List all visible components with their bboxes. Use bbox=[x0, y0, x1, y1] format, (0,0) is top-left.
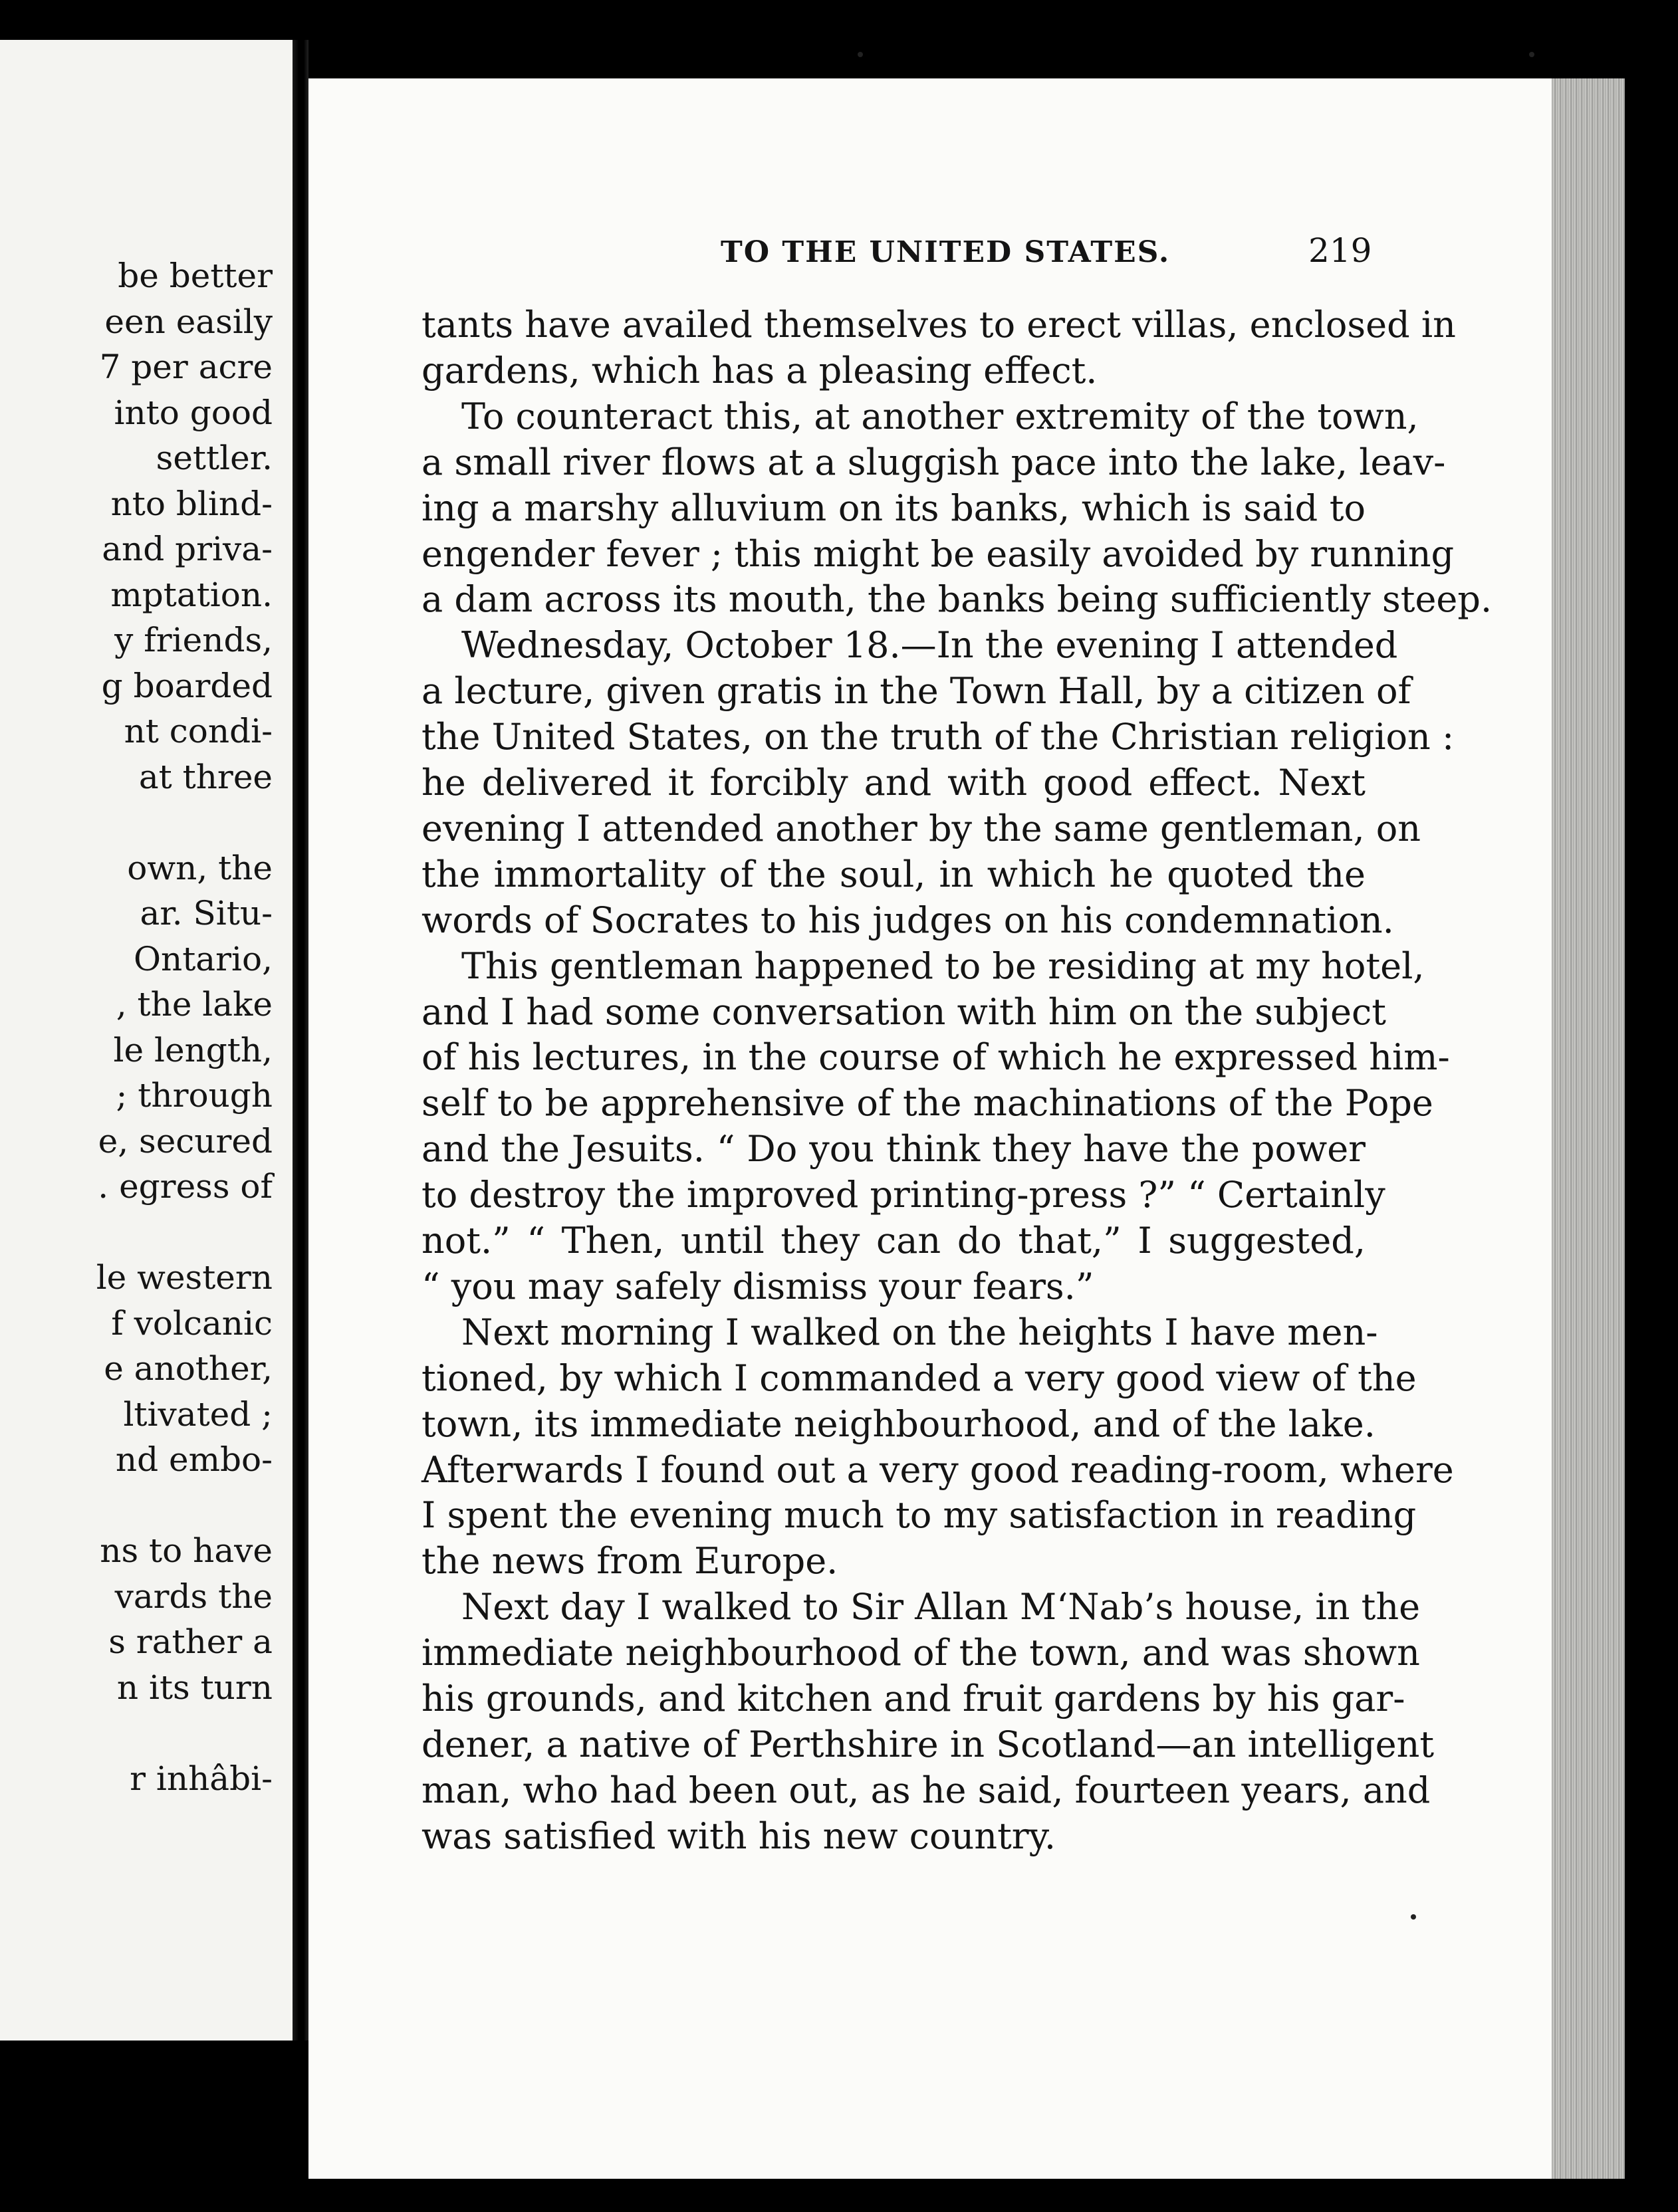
left-page-line: ; through bbox=[116, 1076, 273, 1115]
left-page-line: g boarded bbox=[101, 666, 273, 705]
body-text-line: was satisfied with his new country. bbox=[421, 1815, 1056, 1857]
left-page-line: s rather a bbox=[108, 1622, 273, 1661]
left-page-line: . egress of bbox=[98, 1167, 273, 1206]
body-text-line: Wednesday, October 18.—In the evening I attended bbox=[461, 624, 1398, 667]
body-text-line: dener, a native of Perthshire in Scotland—an intelligent bbox=[421, 1723, 1435, 1765]
body-text-line: a dam across its mouth, the banks being sufficiently steep. bbox=[421, 578, 1493, 621]
dust-speck bbox=[1529, 52, 1534, 57]
body-text-line: I spent the evening much to my satisfaction in reading bbox=[421, 1494, 1417, 1537]
left-page-line: f volcanic bbox=[111, 1303, 273, 1343]
dust-speck bbox=[858, 52, 863, 57]
body-text-line: ing a marshy alluvium on its banks, which is said to bbox=[421, 487, 1366, 529]
left-page-line: vards the bbox=[114, 1577, 273, 1616]
left-page-line: 7 per acre bbox=[99, 348, 273, 386]
left-page-line: r inhâbi- bbox=[130, 1759, 273, 1798]
left-page-line: nt condi- bbox=[124, 712, 273, 750]
body-text-line: of his lectures, in the course of which he expressed him- bbox=[421, 1036, 1450, 1079]
body-text-line: “ you may safely dismiss your fears.” bbox=[421, 1265, 1094, 1307]
left-page-line: y friends, bbox=[114, 621, 273, 659]
body-text-line: To counteract this, at another extremity of the town, bbox=[461, 395, 1419, 437]
body-text-line: the news from Europe. bbox=[421, 1540, 838, 1583]
left-page-line: nto blind- bbox=[110, 484, 273, 523]
left-page-line: mptation. bbox=[110, 575, 273, 614]
body-text-line: the immortality of the soul, in which he quoted the bbox=[421, 853, 1366, 895]
body-text-line: engender fever ; this might be easily avoided by running bbox=[421, 532, 1455, 575]
body-text-line: a lecture, given gratis in the Town Hall, by a citizen of bbox=[421, 670, 1411, 713]
left-page-line: , the lake bbox=[116, 985, 273, 1024]
left-page bbox=[0, 40, 293, 2041]
left-page-line: own, the bbox=[127, 848, 273, 887]
left-page-line: into good bbox=[114, 393, 273, 432]
body-text-line: tioned, by which I commanded a very good view of the bbox=[421, 1357, 1417, 1399]
left-page-line: le western bbox=[96, 1258, 273, 1297]
left-page-line: ns to have bbox=[100, 1531, 273, 1570]
body-text-line: a small river flows at a sluggish pace into the lake, leav- bbox=[421, 441, 1446, 483]
body-text-line: Afterwards I found out a very good reading-room, where bbox=[421, 1448, 1454, 1491]
left-page-line: een easily bbox=[104, 302, 273, 341]
right-page bbox=[308, 78, 1625, 2179]
body-text-line: the United States, on the truth of the Christian religion : bbox=[421, 716, 1455, 758]
body-text-line: man, who had been out, as he said, fourteen years, and bbox=[421, 1769, 1431, 1811]
body-text-line: and I had some conversation with him on the subject bbox=[421, 990, 1386, 1033]
body-text-line: This gentleman happened to be residing at my hotel, bbox=[461, 944, 1425, 987]
left-page-line: ar. Situ- bbox=[140, 894, 273, 933]
body-text-line: his grounds, and kitchen and fruit gardens by his gar- bbox=[421, 1678, 1405, 1719]
page-edges bbox=[1552, 78, 1625, 2179]
left-page-line: nd embo- bbox=[115, 1440, 273, 1479]
body-text-line: and the Jesuits. “ Do you think they have the power bbox=[421, 1128, 1366, 1170]
body-text-line: Next morning I walked on the heights I have men- bbox=[461, 1311, 1378, 1353]
left-page-line: e another, bbox=[104, 1349, 273, 1388]
left-page-line: n its turn bbox=[116, 1668, 273, 1707]
left-page-line: e, secured bbox=[98, 1121, 273, 1161]
left-page-line: Ontario, bbox=[134, 939, 273, 978]
body-text-line: tants have availed themselves to erect villas, enclosed in bbox=[421, 304, 1456, 346]
body-text-line: he delivered it forcibly and with good effect. Next bbox=[421, 762, 1366, 804]
left-page-line: at three bbox=[138, 757, 273, 796]
body-text-line: self to be apprehensive of the machinations of the Pope bbox=[421, 1082, 1433, 1125]
left-page-line: and priva- bbox=[102, 530, 273, 568]
body-text-line: town, its immediate neighbourhood, and of the lake. bbox=[421, 1402, 1376, 1445]
book-gutter bbox=[293, 40, 308, 2041]
left-page-line: be better bbox=[118, 257, 273, 295]
body-text-line: evening I attended another by the same gentleman, on bbox=[421, 807, 1421, 849]
body-text-line: not.” “ Then, until they can do that,” I suggested, bbox=[421, 1220, 1366, 1262]
body-text-line: immediate neighbourhood of the town, and was shown bbox=[421, 1632, 1420, 1674]
left-page-line: le length, bbox=[113, 1030, 273, 1069]
body-text-line: words of Socrates to his judges on his condemnation. bbox=[421, 899, 1394, 941]
body-text-line: gardens, which has a pleasing effect. bbox=[421, 349, 1098, 391]
running-head: TO THE UNITED STATES. bbox=[721, 235, 1171, 269]
left-page-line: settler. bbox=[156, 439, 273, 477]
dust-speck bbox=[1411, 1914, 1416, 1920]
body-text-line: Next day I walked to Sir Allan M‘Nab’s house, in the bbox=[461, 1586, 1421, 1628]
body-text-line: to destroy the improved printing-press ?” “ Certainly bbox=[421, 1174, 1385, 1216]
left-page-line: ltivated ; bbox=[123, 1394, 273, 1434]
page-number: 219 bbox=[1308, 231, 1372, 270]
